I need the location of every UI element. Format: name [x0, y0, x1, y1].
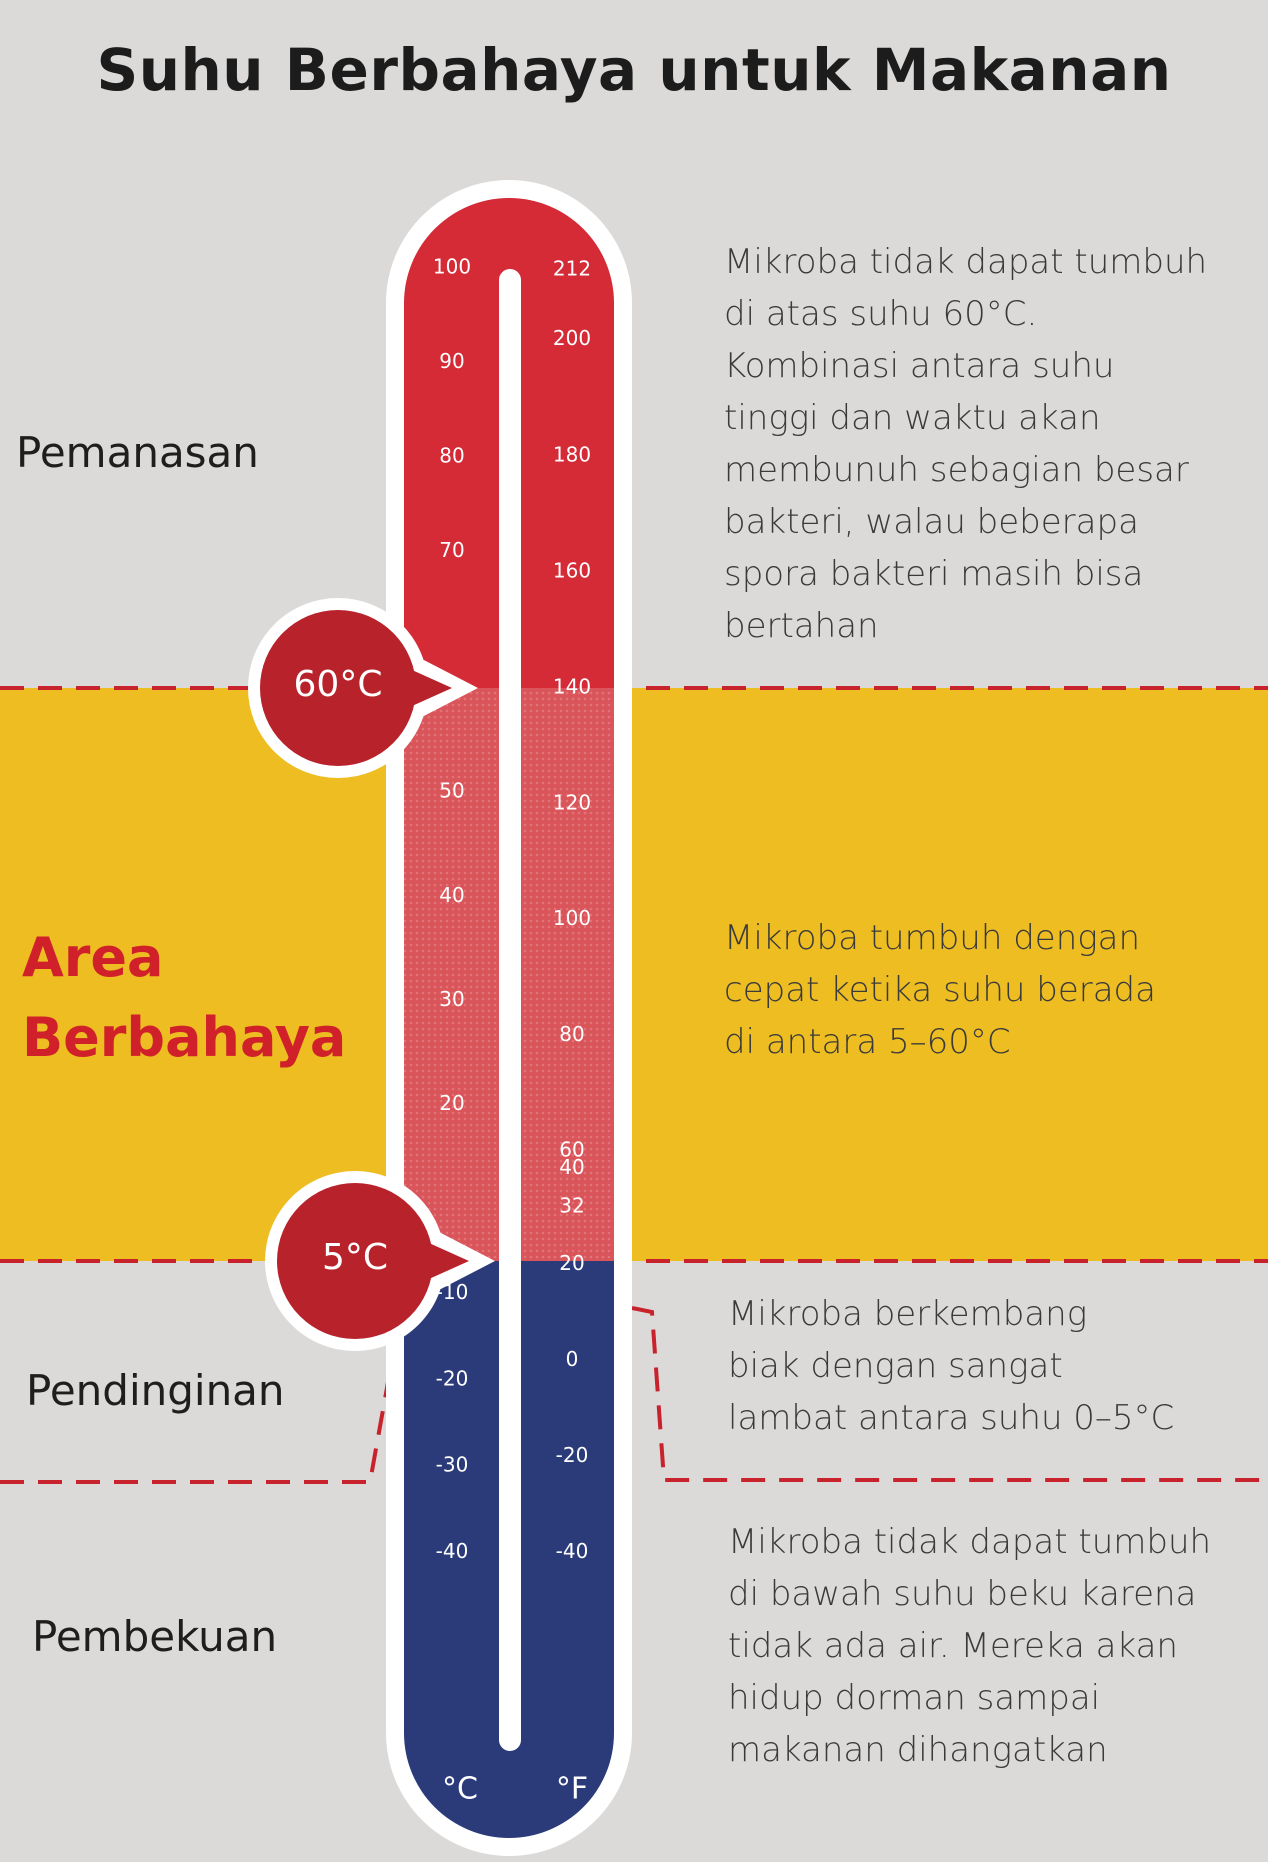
page-title: Suhu Berbahaya untuk Makanan — [96, 36, 1172, 104]
description-heating — [724, 236, 1207, 652]
description-line: di antara 5–60°C — [724, 1022, 1011, 1062]
fahrenheit-tick-label: 120 — [552, 790, 592, 815]
celsius-tick-label: 90 — [439, 349, 465, 373]
celsius-tick-label: -10 — [435, 1279, 469, 1304]
zone-label-danger-line-1: Area — [22, 926, 164, 989]
description-line: hidup dorman sampai — [728, 1678, 1101, 1718]
description-line: di bawah suhu beku karena — [728, 1574, 1197, 1614]
thermometer-capillary — [500, 270, 520, 1750]
fahrenheit-tick-label: 180 — [552, 442, 592, 467]
celsius-tick-label: -40 — [435, 1539, 469, 1564]
celsius-tick-label: 100 — [432, 254, 472, 279]
description-cooling — [728, 1288, 1174, 1444]
celsius-tick-label: -30 — [435, 1452, 469, 1477]
celsius-tick-label: 30 — [439, 987, 465, 1012]
marker-60c-label: 60°C — [293, 664, 383, 705]
description-line: makanan dihangatkan — [728, 1730, 1108, 1770]
fahrenheit-tick-label: 32 — [559, 1193, 585, 1218]
description-line: di atas suhu 60°C. — [724, 294, 1038, 334]
description-line: Mikroba berkembang — [728, 1294, 1088, 1334]
fahrenheit-tick-label: 100 — [552, 906, 592, 931]
celsius-tick-label: 20 — [439, 1091, 465, 1116]
description-line: membunuh sebagian besar — [724, 450, 1189, 490]
marker-5c-label: 5°C — [321, 1237, 389, 1278]
zone-label-heating: Pemanasan — [16, 428, 259, 477]
description-line: cepat ketika suhu berada — [724, 970, 1156, 1010]
fahrenheit-tick-label: 80 — [559, 1021, 585, 1046]
fahrenheit-tick-label: 20 — [559, 1250, 585, 1275]
description-line: bertahan — [724, 606, 879, 646]
description-freezing — [728, 1516, 1211, 1776]
fahrenheit-unit-label: °F — [555, 1771, 589, 1807]
celsius-tick-label: 50 — [439, 778, 465, 803]
celsius-tick-label: -20 — [435, 1366, 469, 1391]
fahrenheit-tick-label: 60 — [559, 1137, 585, 1162]
fahrenheit-tick-label: 160 — [552, 558, 592, 583]
description-danger — [724, 912, 1156, 1068]
zone-label-freezing: Pembekuan — [32, 1612, 278, 1661]
description-line: Mikroba tidak dapat tumbuh — [728, 1522, 1212, 1562]
description-line: Mikroba tidak dapat tumbuh — [724, 242, 1208, 282]
fahrenheit-tick-label: 200 — [552, 326, 592, 351]
celsius-unit-label: °C — [442, 1771, 478, 1807]
description-line: tidak ada air. Mereka akan — [728, 1626, 1178, 1666]
zone-label-danger — [22, 918, 346, 1078]
fahrenheit-tick-label: 212 — [552, 256, 592, 281]
description-line: bakteri, walau beberapa — [724, 502, 1139, 542]
fahrenheit-tick-label: 0 — [565, 1347, 579, 1372]
fahrenheit-tick-label: 40 — [559, 1154, 585, 1179]
description-line: tinggi dan waktu akan — [724, 398, 1101, 438]
zone-label-danger-line-2: Berbahaya — [22, 1006, 347, 1069]
fahrenheit-tick-label: 140 — [552, 674, 592, 699]
description-line: lambat antara suhu 0–5°C — [728, 1398, 1175, 1438]
fahrenheit-tick-label: -20 — [555, 1443, 589, 1468]
celsius-tick-label: 70 — [439, 538, 465, 562]
description-line: spora bakteri masih bisa — [724, 554, 1144, 594]
description-line: biak dengan sangat — [728, 1346, 1063, 1386]
celsius-tick-label: 80 — [439, 443, 465, 468]
zone-label-cooling: Pendinginan — [26, 1366, 285, 1415]
fahrenheit-tick-label: -40 — [555, 1539, 589, 1564]
celsius-tick-label: 40 — [439, 882, 465, 907]
description-line: Kombinasi antara suhu — [724, 346, 1115, 386]
description-line: Mikroba tumbuh dengan — [724, 918, 1141, 958]
